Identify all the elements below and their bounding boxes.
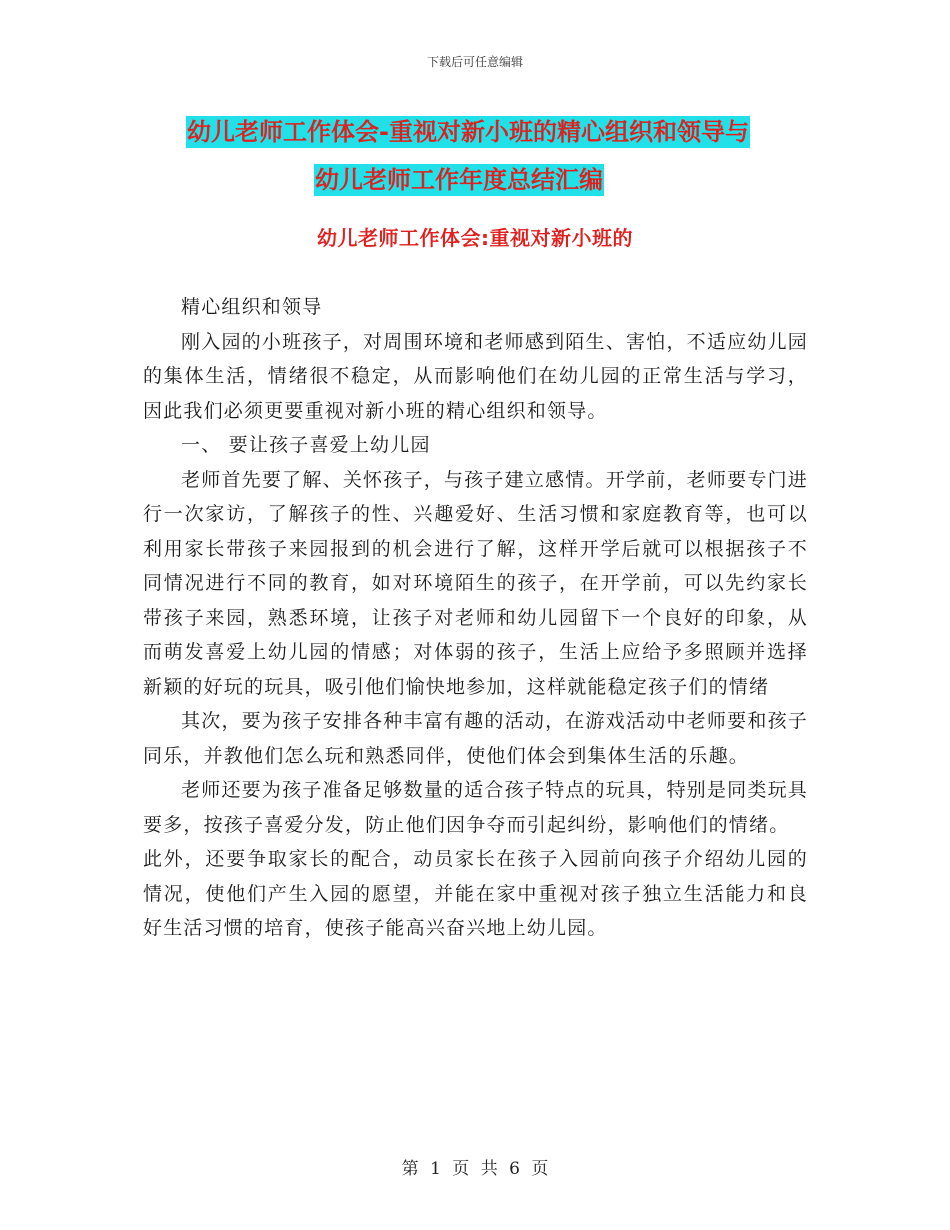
- paragraph: 老师首先要了解、关怀孩子，与孩子建立感情。开学前，老师要专门进行一次家访，了解孩子的性、兴趣爱好、生活习惯和家庭教育等，也可以利用家长带孩子来园报到的机会进行了解，这样开学后就可以根据孩子不同情况进行不同的教育，如对环境陌生的孩子，在开学前，可以先约家长带孩子来园，熟悉环境，让孩子对老师和幼儿园留下一个良好的印象，从而萌发喜爱上幼儿园的情感；对体弱的孩子，生活上应给予多照顾并选择新颖的好玩的玩具，吸引他们愉快地参加，这样就能稳定孩子们的情绪: [143, 468, 808, 698]
- title-highlight-1: 幼儿老师工作体会-重视对新小班的精心组织和领导与: [187, 118, 749, 146]
- section-title: 幼儿老师工作体会:重视对新小班的: [317, 226, 633, 250]
- paragraph: 老师还要为孩子准备足够数量的适合孩子特点的玩具，特别是同类玩具要多，按孩子喜爱分发，防止他们因争夺而引起纠纷，影响他们的情绪。: [143, 779, 808, 836]
- title-highlight-2: 幼儿老师工作年度总结汇编: [315, 166, 603, 194]
- page-number: 第 1 页 共 6 页: [401, 1159, 549, 1179]
- header-note: 下载后可任意编辑: [426, 55, 523, 69]
- paragraph: 此外，还要争取家长的配合，动员家长在孩子入园前向孩子介绍幼儿园的情况，使他们产生入园的愿望，并能在家中重视对孩子独立生活能力和良好生活习惯的培育，使孩子能高兴奋兴地上幼儿园。: [143, 848, 808, 939]
- document-title: [186, 108, 826, 204]
- paragraph-heading-1: 一、 要让孩子喜爱上幼儿园: [181, 434, 431, 456]
- document-title-line-1: [186, 108, 826, 156]
- paragraph: 其次，要为孩子安排各种丰富有趣的活动，在游戏活动中老师要和孩子同乐，并教他们怎么玩和熟悉同伴，使他们体会到集体生活的乐趣。: [143, 710, 808, 767]
- paragraph-subtitle: 精心组织和领导: [181, 296, 323, 318]
- document-body: [143, 290, 808, 946]
- paragraph-intro: 刚入园的小班孩子，对周围环境和老师感到陌生、害怕，不适应幼儿园的集体生活，情绪很不稳定，从而影响他们在幼儿园的正常生活与学习，因此我们必须更要重视对新小班的精心组织和领导。: [143, 330, 808, 422]
- document-title-line-2: [186, 156, 826, 204]
